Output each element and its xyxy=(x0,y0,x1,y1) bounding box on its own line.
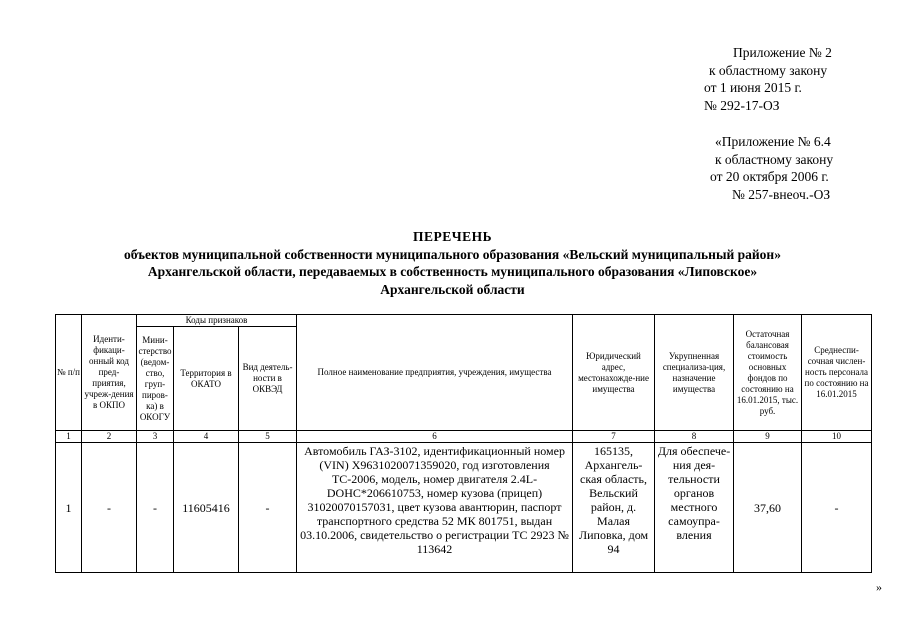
cell-okogu: - xyxy=(137,443,174,573)
column-number: 8 xyxy=(655,431,734,443)
appendix-line-4: № 292-17-ОЗ xyxy=(704,97,780,113)
reference-header xyxy=(690,133,833,203)
table-row xyxy=(56,443,872,573)
document-title xyxy=(0,228,905,298)
header-num: № п/п xyxy=(56,315,82,431)
appendix-line-2: к областному закону xyxy=(709,62,828,78)
title-line-2: объектов муниципальной собственности муниципального образования «Вельский муниципальный район» xyxy=(124,246,781,262)
column-number: 2 xyxy=(82,431,137,443)
cell-staff: - xyxy=(802,443,872,573)
cell-okpo: - xyxy=(82,443,137,573)
column-number: 1 xyxy=(56,431,82,443)
reference-line-1: «Приложение № 6.4 xyxy=(715,134,831,149)
column-number: 5 xyxy=(239,431,297,443)
header-address: Юридический адрес, местонахожде-ние имущества xyxy=(573,315,655,431)
column-number: 10 xyxy=(802,431,872,443)
header-codes-group: Коды признаков xyxy=(137,315,297,327)
cell-okato: 11605416 xyxy=(174,443,239,573)
property-table xyxy=(55,314,872,573)
title-line-3: Архангельской области, передаваемых в собственность муниципального образования «Липовское» xyxy=(147,264,758,279)
column-number: 4 xyxy=(174,431,239,443)
header-name: Полное наименование предприятия, учреждения, имущества xyxy=(297,315,573,431)
cell-num: 1 xyxy=(56,443,82,573)
cell-residual-value: 37,60 xyxy=(734,443,802,573)
header-specialization: Укрупненная специализа-ция, назначение имущества xyxy=(655,315,734,431)
reference-line-2: к областному закону xyxy=(715,151,834,167)
column-number-row xyxy=(56,431,872,443)
column-number: 3 xyxy=(137,431,174,443)
cell-name: Автомобиль ГАЗ-3102, идентификационный номер (VIN) Х9631020071359020, год изготовления ТС-2006, модель, номер двигателя 2.4L-DOHC*206610753, номер кузова (прицеп) 31020070157031, цвет кузова авантюрин, паспорт транспортного средства 52 МК 801751, выдан 03.10.2006, свидетельство о регистрации ТС 2923 № 113642 xyxy=(297,443,573,573)
appendix-line-3: от 1 июня 2015 г. xyxy=(704,80,802,95)
cell-address: 165135, Архангель-ская область, Вельский район, д. Малая Липовка, дом 94 xyxy=(573,443,655,573)
header-okpo: Иденти-фикаци-онный код пред-приятия, учреж-дения в ОКПО xyxy=(82,315,137,431)
reference-line-3: от 20 октября 2006 г. xyxy=(710,169,829,184)
column-number: 6 xyxy=(297,431,573,443)
column-number: 7 xyxy=(573,431,655,443)
header-okved: Вид деятель-ности в ОКВЭД xyxy=(239,327,297,431)
cell-okved: - xyxy=(239,443,297,573)
closing-quote-mark: » xyxy=(876,580,882,594)
appendix-header xyxy=(690,44,832,114)
header-okato: Территория в ОКАТО xyxy=(174,327,239,431)
cell-specialization: Для обеспече-ния дея-тельности органов местного самоупра-вления xyxy=(655,443,734,573)
reference-line-4: № 257-внеоч.-ОЗ xyxy=(732,186,831,202)
appendix-line-1: Приложение № 2 xyxy=(733,45,832,60)
header-residual-value: Остаточная балансовая стоимость основных фондов по состоянию на 16.01.2015, тыс. руб. xyxy=(734,315,802,431)
header-staff: Среднеспи-сочная числен-ность персонала по состоянию на 16.01.2015 xyxy=(802,315,872,431)
column-number: 9 xyxy=(734,431,802,443)
title-line-1: ПЕРЕЧЕНЬ xyxy=(412,229,493,244)
title-line-4: Архангельской области xyxy=(380,281,525,297)
header-okogu: Мини-стерство (ведом-ство, груп-пиров-ка) в ОКОГУ xyxy=(137,327,174,431)
